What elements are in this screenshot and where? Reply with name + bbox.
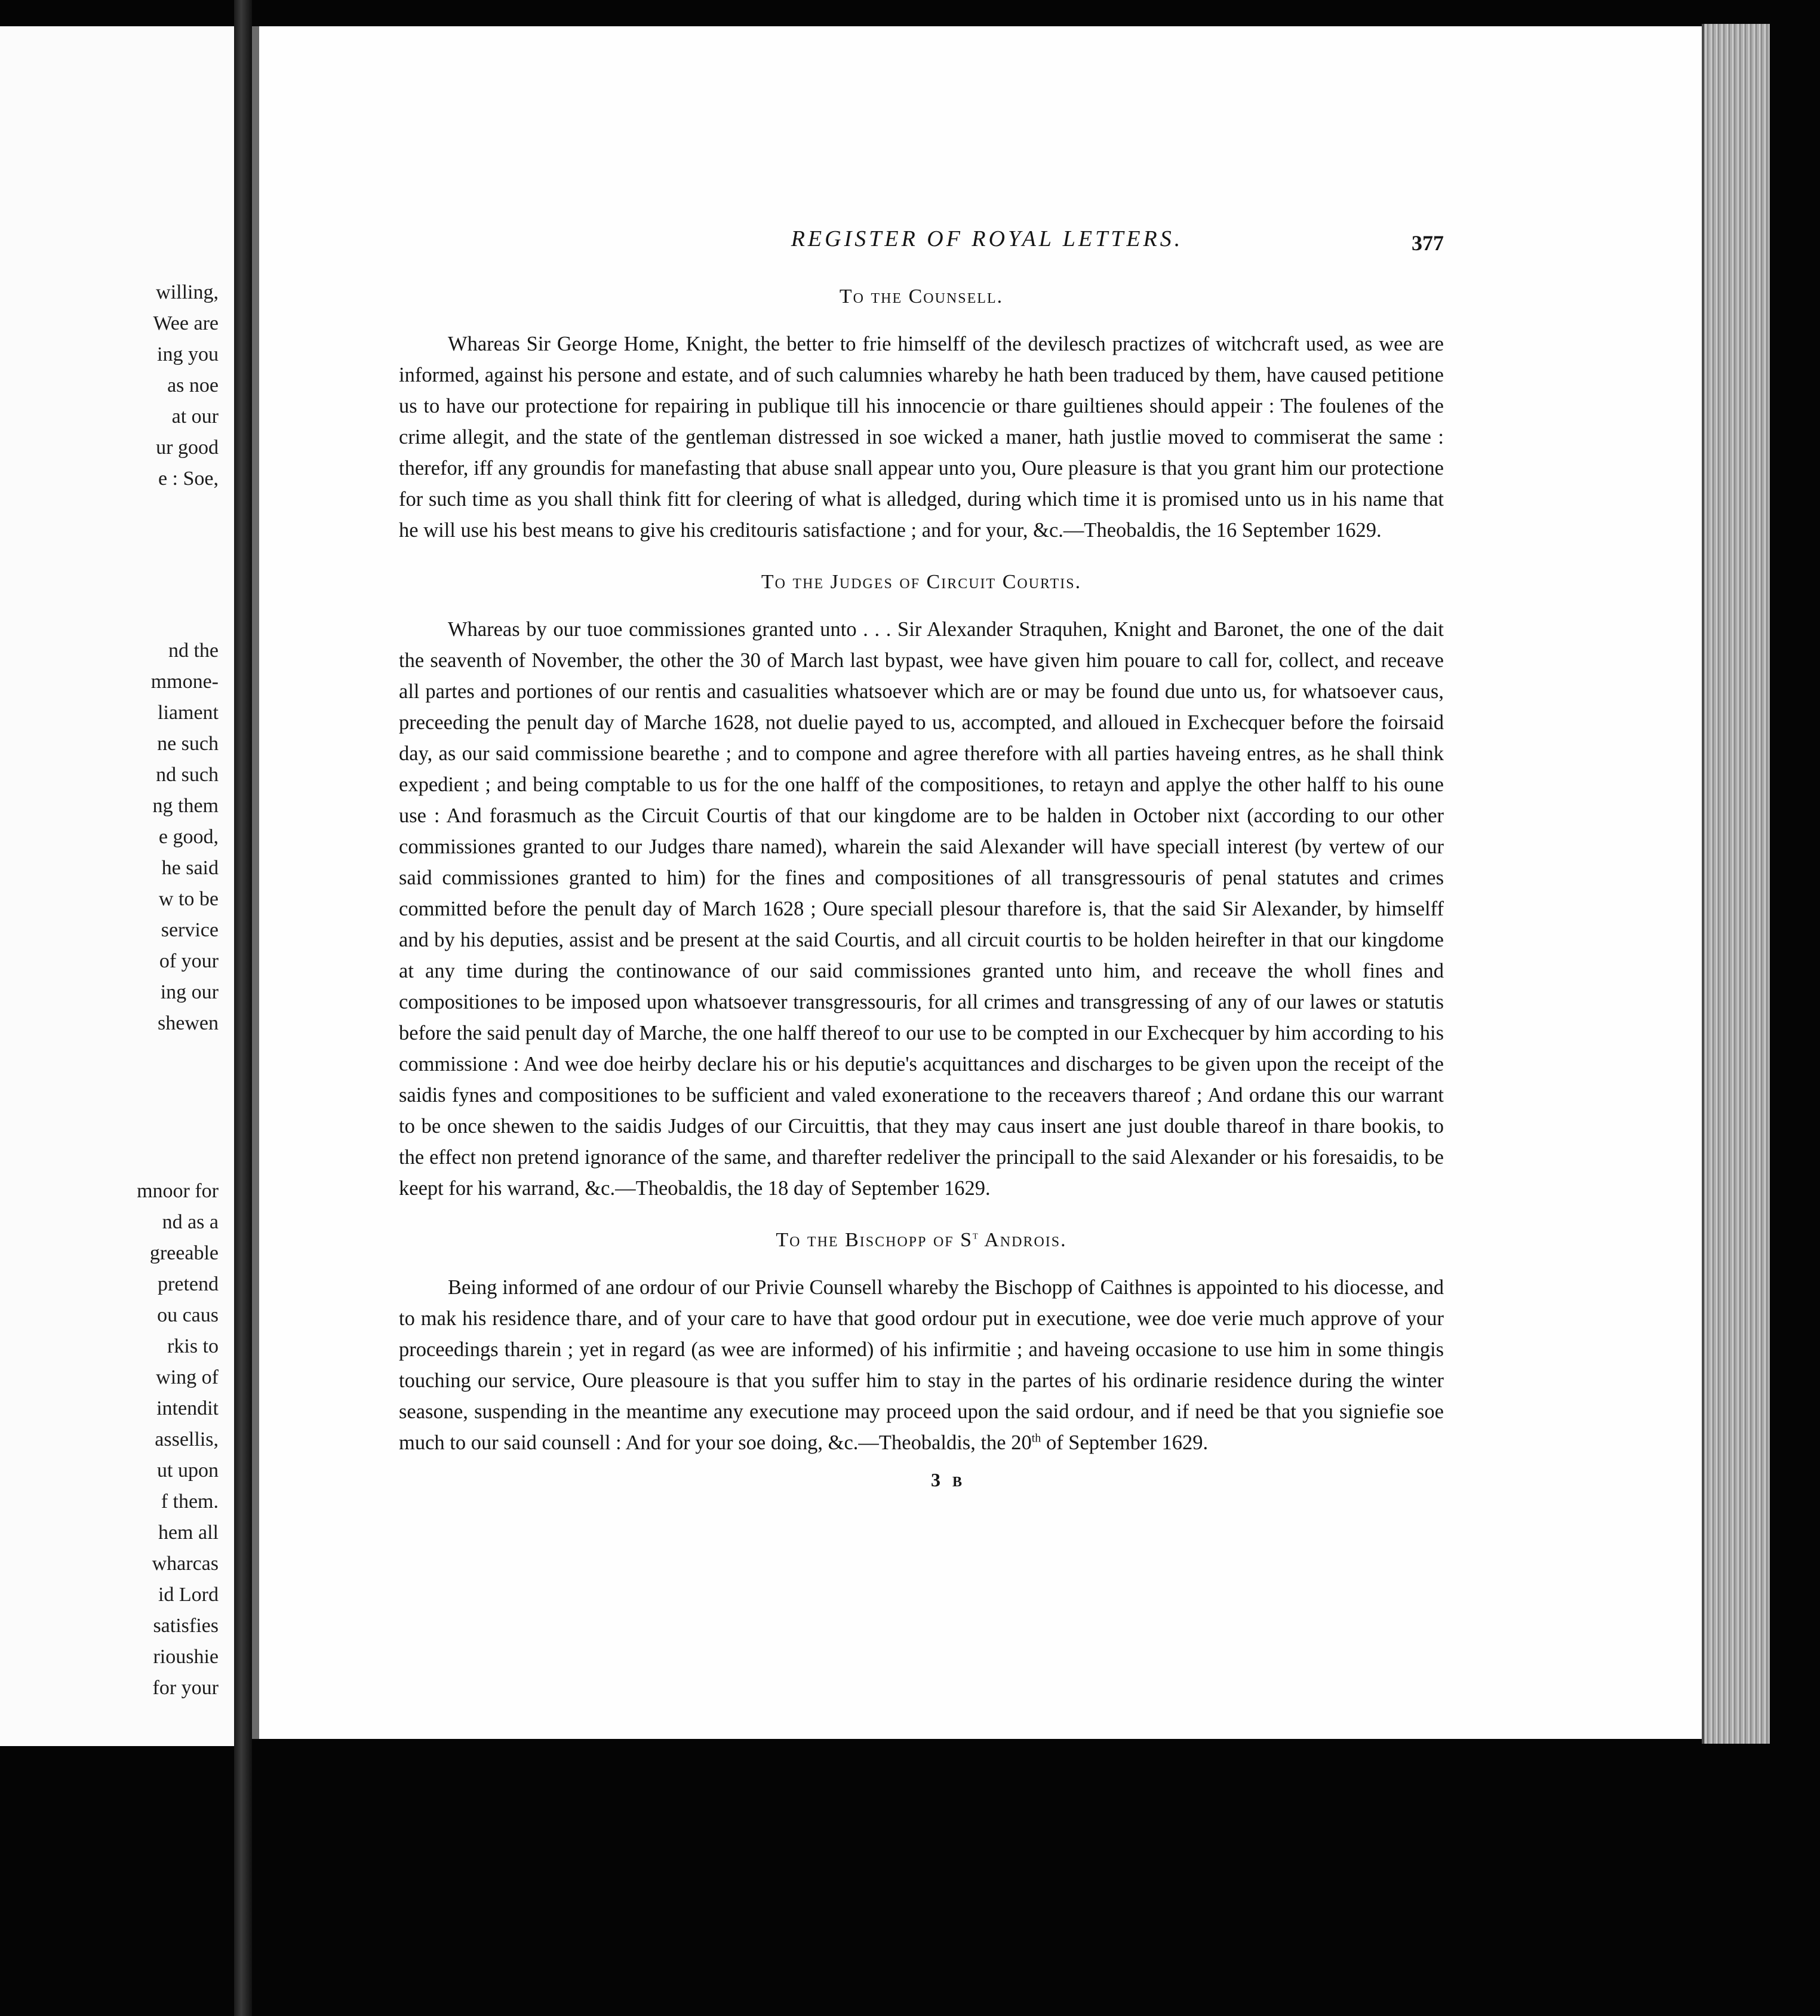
bischopp-body-text-end: of September 1629. <box>1041 1431 1209 1454</box>
left-page-text-block-3 <box>137 1176 219 1704</box>
left-facing-page <box>0 26 234 1746</box>
section-heading-judges: To the Judges of Circuit Courtis. <box>761 571 1082 593</box>
left-page-line: satisfies <box>153 1615 219 1637</box>
left-page-line: nd as a <box>162 1211 219 1233</box>
left-page-line: pretend <box>158 1273 219 1295</box>
left-page-line: Wee are <box>153 312 219 334</box>
left-page-line: wharcas <box>152 1553 219 1575</box>
left-page-line: ing our <box>160 981 219 1003</box>
section-heading-counsell: To the Counsell. <box>839 285 1004 308</box>
left-page-line: shewen <box>158 1012 219 1034</box>
left-page-line: liament <box>158 702 219 724</box>
left-page-line: ur good <box>156 437 219 459</box>
left-page-line: e good, <box>158 826 219 848</box>
left-page-line: w to be <box>158 888 219 910</box>
left-page-line: id Lord <box>158 1584 219 1606</box>
left-page-line: hem all <box>158 1522 219 1544</box>
left-page-line: rioushie <box>153 1646 219 1668</box>
left-page-text-block-2 <box>151 635 219 1039</box>
bischopp-body-sup: th <box>1031 1431 1041 1445</box>
left-page-line: wing of <box>156 1366 219 1388</box>
left-page-line: willing, <box>156 281 219 303</box>
left-page-line: ne such <box>157 733 219 755</box>
heading-bischopp-text-end: Androis. <box>979 1229 1067 1251</box>
letter-bischopp-body <box>399 1272 1444 1458</box>
left-page-line: as noe <box>167 374 219 397</box>
page-text-block <box>399 226 1444 1491</box>
signature-letter: B <box>952 1474 966 1490</box>
printer-signature-mark <box>399 1469 1444 1491</box>
heading-bischopp-text: To the Bischopp of S <box>776 1229 973 1251</box>
left-page-line: at our <box>171 405 219 428</box>
bischopp-body-text: Being informed of ane ordour of our Privie Counsell whareby the Bischopp of Caithnes is appointed to his diocesse, and to mak his residence thare, and of your care to have that good ordour put in executione, wee doe verie much approve of your proceedings tharein ; yet in regard (as wee are informed) of his infirmitie ; and haveing occasione to use him in some thingis touching our service, Oure pleasoure is that you suffer him to stay in the partes of his ordinarie residence during the winter seasone, suspending in the meantime any executione may proceed upon the said ordour, and if need be that you signiefie soe much to our said counsell : And for your soe doing, &c.—Theobaldis, the 20 <box>399 1276 1444 1454</box>
left-page-line: ut upon <box>157 1459 219 1482</box>
left-page-line: mnoor for <box>137 1180 219 1202</box>
left-page-line: assellis, <box>155 1428 219 1450</box>
left-page-line: ng them <box>152 795 219 817</box>
running-title: REGISTER OF ROYAL LETTERS. <box>791 226 1183 251</box>
letter-counsell-body: Whareas Sir George Home, Knight, the better to frie himselff of the devilesch practizes of witchcraft used, as wee are informed, against his persone and estate, and of such calumnies whareby he hath been traduced by them, have caused petitione us to have our protectione for repairing in publique till his innocencie or thare guiltienes should appeir : The foulenes of the crime allegit, and the state of the gentleman distressed in soe wicked a maner, hath justlie moved to commiserat the same : therefor, iff any groundis for manefasting that abuse snall appear unto you, Oure pleasure is that you grant him our protectione for such time as you shall think fitt for cleering of what is alledged, during which time it is promised unto us in his name that he will use his best means to give his creditouris satisfactione ; and for your, &c.—Theobaldis, the 16 September 1629. <box>399 333 1444 542</box>
heading-bischopp-sup: t <box>973 1228 979 1242</box>
left-page-line: nd the <box>168 640 219 662</box>
page-number: 377 <box>1412 231 1444 255</box>
left-page-text-block-1 <box>153 277 219 494</box>
left-page-line: intendit <box>156 1397 219 1419</box>
left-page-line: ou caus <box>157 1304 219 1326</box>
left-page-line: nd such <box>156 764 219 786</box>
left-page-line: for your <box>152 1677 219 1699</box>
left-page-line: he said <box>161 857 219 879</box>
running-head <box>399 226 1444 262</box>
left-page-line: rkis to <box>167 1335 219 1357</box>
left-page-line: ing you <box>157 343 219 365</box>
left-page-line: service <box>161 919 219 941</box>
book-gutter <box>234 0 252 2016</box>
left-page-line: greeable <box>149 1242 219 1264</box>
letter-judges-body: Whareas by our tuoe commissiones granted unto . . . Sir Alexander Straquhen, Knight and Baronet, the one of the dait the seaventh of November, the other the 30 of March last bypast, wee have given him pouare to call for, collect, and receave all partes and portiones of our rentis and casualities whatsoever which are or may be found due unto us, for whatsoever caus, preceeding the penult day of Marche 1628, not duelie payed to us, accompted, and alloued in Exchecquer before the foirsaid day, as our said commissione bearethe ; and to compone and agree therefore with all parties haveing entres, as he shall think expedient ; and being comptable to us for the one halff of the compositiones, to retayn and applye the other halff to his oune use : And forasmuch as the Circuit Courtis of that our kingdome are to be halden in October nixt (according to our other commissiones granted to our Judges thare named), wharein the said Alexander will have speciall interest (by vertew of our said commissiones granted to him) for the fines and compositiones of all transgressouris of penal statutes and crimes committed before the penult day of March 1628 ; Oure speciall plesour tharefore is, that the said Sir Alexander, by himselff and by his deputies, assist and be present at the said Courtis, and all circuit courtis to be holden heirefter in that our kingdome at any time during the continowance of our said commissiones granted unto him, and receave the wholl fines and compositiones to be imposed upon whatsoever transgressouris, for all crimes and transgressing of any of our lawes or statutis before the said penult day of Marche, the one halff thereof to our use to be compted in our Exchecquer by him according to his commissione : And wee doe heirby declare his or his deputie's acquittances and discharges to be given upon the receipt of the saidis fynes and compositiones to be sufficient and valed exoneratione to the receavers thareof ; And ordane this our warrant to be once shewen to the saidis Judges of our Circuittis, that they may caus insert ane just double thareof in thare bookis, to the effect non pretend ignorance of the same, and tharefter redeliver the principall to the said Alexander or his foresaidis, to be keept for his warrand, &c.—Theobaldis, the 18 day of September 1629. <box>399 618 1444 1200</box>
left-page-line: of your <box>159 950 219 972</box>
section-heading-bischopp <box>399 1229 1444 1252</box>
left-page-line: f them. <box>161 1491 219 1513</box>
signature-number: 3 <box>930 1469 944 1491</box>
page-edges <box>1702 24 1770 1744</box>
left-page-line: mmone- <box>150 671 219 693</box>
left-page-line: e : Soe, <box>158 468 219 490</box>
